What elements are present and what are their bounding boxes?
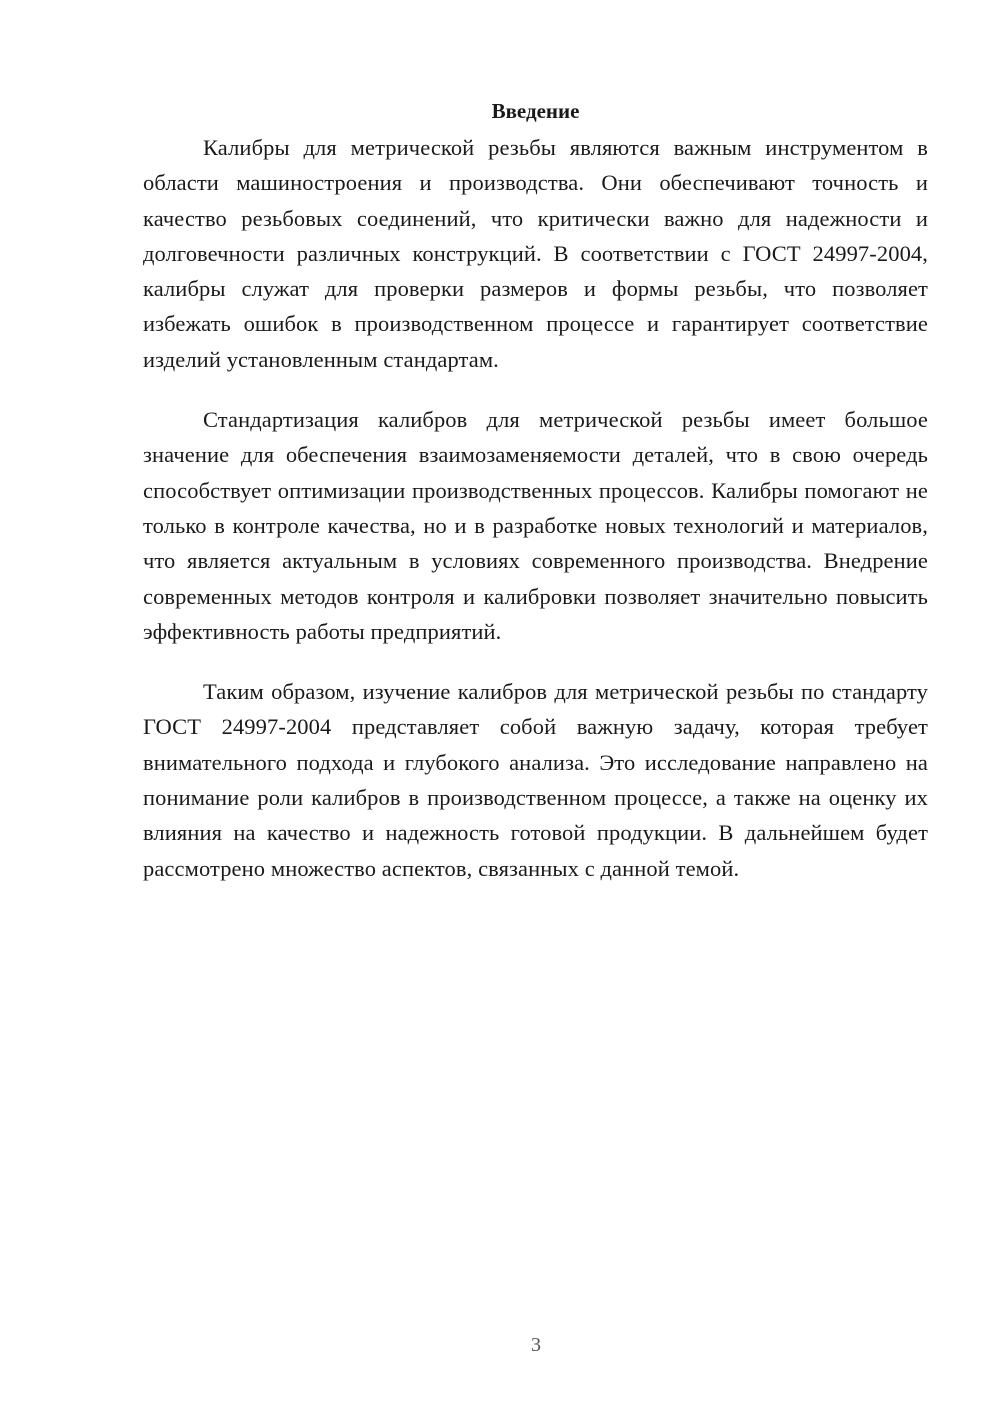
document-page — [143, 96, 928, 911]
page-number: 3 — [531, 1334, 541, 1356]
paragraph-1: Калибры для метрической резьбы являются важным инструментом в области машиностроения и производства. Они обеспечивают точность и качество резьбовых соединений, что критически важно для надежности и долговечности различных конструкций. В соответствии с ГОСТ 24997-2004, калибры служат для проверки размеров и формы резьбы, что позволяет избежать ошибок в производственном процессе и гарантирует соответствие изделий установленным стандартам. — [143, 135, 928, 372]
paragraph-3: Таким образом, изучение калибров для метрической резьбы по стандарту ГОСТ 24997-2004 представляет собой важную задачу, которая требует внимательного подхода и глубокого анализа. Это исследование направлено на понимание роли калибров в производственном процессе, а также на оценку их влияния на качество и надежность готовой продукции. В дальнейшем будет рассмотрено множество аспектов, связанных с данной темой. — [143, 679, 928, 881]
section-title: Введение — [491, 99, 580, 123]
paragraph-2: Стандартизация калибров для метрической резьбы имеет большое значение для обеспечения взаимозаменяемости деталей, что в свою очередь способствует оптимизации производственных процессов. Калибры помогают не только в контроле качества, но и в разработке новых технологий и материалов, что является актуальным в условиях современного производства. Внедрение современных методов контроля и калибровки позволяет значительно повысить эффективность работы предприятий. — [143, 407, 928, 644]
